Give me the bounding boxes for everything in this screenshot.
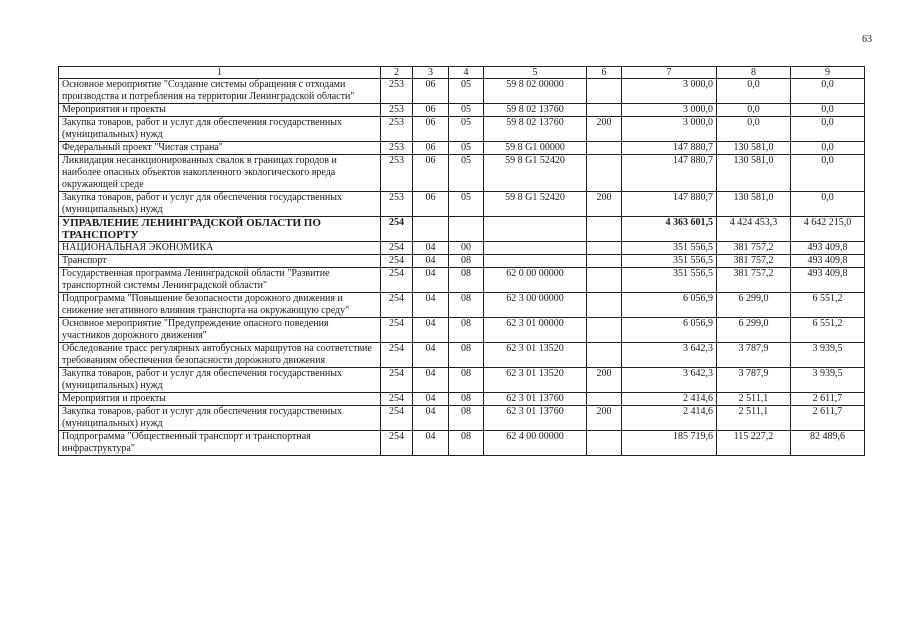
ministry-code: 254: [381, 393, 413, 406]
table-row: [59, 293, 865, 318]
target-article-code: 59 8 02 13760: [484, 104, 587, 117]
expense-type-code: [587, 104, 622, 117]
amount-year-2: 3 787,9: [717, 343, 791, 368]
subsection-code: 05: [449, 117, 484, 142]
row-name: Закупка товаров, работ и услуг для обеспечения государственных (муниципальных) нужд: [59, 192, 381, 217]
section-code: 04: [413, 368, 449, 393]
amount-year-1: 2 414,6: [622, 406, 717, 431]
ministry-code: 254: [381, 343, 413, 368]
amount-year-1: 147 880,7: [622, 142, 717, 155]
column-number: 2: [381, 67, 413, 79]
amount-year-3: 82 489,6: [791, 431, 865, 456]
section-code: 06: [413, 192, 449, 217]
row-name: Подпрограмма "Повышение безопасности дорожного движения и снижение негативного влияния транспорта на окружающую среду": [59, 293, 381, 318]
row-name: Федеральный проект "Чистая страна": [59, 142, 381, 155]
expense-type-code: [587, 431, 622, 456]
section-code: 06: [413, 104, 449, 117]
subsection-code: 05: [449, 155, 484, 192]
amount-year-1: 6 056,9: [622, 293, 717, 318]
target-article-code: 62 3 01 13520: [484, 343, 587, 368]
section-code: 04: [413, 406, 449, 431]
ministry-code: 254: [381, 406, 413, 431]
row-name: Основное мероприятие "Создание системы обращения с отходами производства и потребления на территории Ленинградской области": [59, 79, 381, 104]
amount-year-1: 351 556,5: [622, 242, 717, 255]
column-number: 9: [791, 67, 865, 79]
row-name: Ликвидация несанкционированных свалок в границах городов и наиболее опасных объектов накопленного экологического вреда окружающей среде: [59, 155, 381, 192]
amount-year-2: 4 424 453,3: [717, 217, 791, 242]
amount-year-1: 2 414,6: [622, 393, 717, 406]
column-number: 7: [622, 67, 717, 79]
subsection-code: 08: [449, 343, 484, 368]
subsection-code: 05: [449, 142, 484, 155]
amount-year-3: 3 939,5: [791, 368, 865, 393]
target-article-code: 59 8 G1 52420: [484, 155, 587, 192]
section-code: 04: [413, 293, 449, 318]
amount-year-2: 0,0: [717, 104, 791, 117]
target-article-code: [484, 255, 587, 268]
target-article-code: 62 3 01 00000: [484, 318, 587, 343]
expense-type-code: 200: [587, 117, 622, 142]
table-row: [59, 406, 865, 431]
amount-year-3: 493 409,8: [791, 268, 865, 293]
amount-year-2: 6 299,0: [717, 293, 791, 318]
subsection-code: 05: [449, 192, 484, 217]
amount-year-2: 381 757,2: [717, 242, 791, 255]
expense-type-code: [587, 318, 622, 343]
row-name: Основное мероприятие "Предупреждение опасного поведения участников дорожного движения": [59, 318, 381, 343]
target-article-code: 62 4 00 00000: [484, 431, 587, 456]
table-row: [59, 242, 865, 255]
ministry-code: 254: [381, 431, 413, 456]
amount-year-1: 3 642,3: [622, 343, 717, 368]
amount-year-2: 2 511,1: [717, 406, 791, 431]
amount-year-1: 351 556,5: [622, 268, 717, 293]
amount-year-2: 115 227,2: [717, 431, 791, 456]
section-code: [413, 217, 449, 242]
expense-type-code: [587, 142, 622, 155]
table-row: [59, 217, 865, 242]
amount-year-2: 130 581,0: [717, 155, 791, 192]
subsection-code: [449, 217, 484, 242]
ministry-code: 253: [381, 79, 413, 104]
section-code: 04: [413, 255, 449, 268]
ministry-code: 254: [381, 268, 413, 293]
amount-year-1: 4 363 601,5: [622, 217, 717, 242]
table-row: [59, 343, 865, 368]
amount-year-2: 6 299,0: [717, 318, 791, 343]
amount-year-3: 0,0: [791, 104, 865, 117]
table-row: [59, 368, 865, 393]
row-name: Мероприятия и проекты: [59, 104, 381, 117]
target-article-code: 59 8 G1 52420: [484, 192, 587, 217]
target-article-code: 62 3 01 13760: [484, 406, 587, 431]
section-code: 06: [413, 142, 449, 155]
subsection-code: 08: [449, 368, 484, 393]
amount-year-3: 6 551,2: [791, 318, 865, 343]
section-code: 04: [413, 393, 449, 406]
amount-year-1: 351 556,5: [622, 255, 717, 268]
expense-type-code: [587, 393, 622, 406]
subsection-code: 05: [449, 104, 484, 117]
subsection-code: 00: [449, 242, 484, 255]
amount-year-2: 130 581,0: [717, 192, 791, 217]
amount-year-3: 0,0: [791, 79, 865, 104]
table-body: [59, 79, 865, 456]
section-code: 04: [413, 431, 449, 456]
ministry-code: 253: [381, 192, 413, 217]
row-name: Государственная программа Ленинградской области "Развитие транспортной системы Ленинградской области": [59, 268, 381, 293]
amount-year-2: 381 757,2: [717, 255, 791, 268]
table-row: [59, 117, 865, 142]
target-article-code: 59 8 02 13760: [484, 117, 587, 142]
amount-year-1: 147 880,7: [622, 155, 717, 192]
column-number: 8: [717, 67, 791, 79]
table-row: [59, 142, 865, 155]
target-article-code: 59 8 G1 00000: [484, 142, 587, 155]
row-name: УПРАВЛЕНИЕ ЛЕНИНГРАДСКОЙ ОБЛАСТИ ПО ТРАНСПОРТУ: [59, 217, 381, 242]
row-name: Подпрограмма "Общественный транспорт и транспортная инфраструктура": [59, 431, 381, 456]
target-article-code: 62 3 00 00000: [484, 293, 587, 318]
amount-year-2: 0,0: [717, 117, 791, 142]
target-article-code: 62 0 00 00000: [484, 268, 587, 293]
row-name: Закупка товаров, работ и услуг для обеспечения государственных (муниципальных) нужд: [59, 368, 381, 393]
row-name: Закупка товаров, работ и услуг для обеспечения государственных (муниципальных) нужд: [59, 406, 381, 431]
budget-table: [58, 66, 865, 456]
table-row: [59, 268, 865, 293]
ministry-code: 253: [381, 117, 413, 142]
ministry-code: 253: [381, 155, 413, 192]
row-name: Обследование трасс регулярных автобусных маршрутов на соответствие требованиям обеспечения безопасности дорожного движения: [59, 343, 381, 368]
expense-type-code: 200: [587, 368, 622, 393]
table-row: [59, 192, 865, 217]
amount-year-1: 3 000,0: [622, 117, 717, 142]
expense-type-code: [587, 242, 622, 255]
expense-type-code: [587, 79, 622, 104]
page-number: 63: [862, 34, 872, 45]
ministry-code: 253: [381, 104, 413, 117]
subsection-code: 08: [449, 393, 484, 406]
section-code: 04: [413, 268, 449, 293]
section-code: 04: [413, 343, 449, 368]
subsection-code: 08: [449, 431, 484, 456]
column-number: 6: [587, 67, 622, 79]
ministry-code: 254: [381, 293, 413, 318]
expense-type-code: [587, 255, 622, 268]
section-code: 04: [413, 242, 449, 255]
ministry-code: 254: [381, 242, 413, 255]
row-name: Закупка товаров, работ и услуг для обеспечения государственных (муниципальных) нужд: [59, 117, 381, 142]
table-row: [59, 318, 865, 343]
amount-year-3: 2 611,7: [791, 406, 865, 431]
column-number-row: [59, 67, 865, 79]
section-code: 06: [413, 155, 449, 192]
amount-year-2: 130 581,0: [717, 142, 791, 155]
subsection-code: 08: [449, 268, 484, 293]
expense-type-code: [587, 343, 622, 368]
expense-type-code: 200: [587, 192, 622, 217]
subsection-code: 08: [449, 255, 484, 268]
target-article-code: 62 3 01 13520: [484, 368, 587, 393]
amount-year-1: 3 000,0: [622, 104, 717, 117]
column-number: 1: [59, 67, 381, 79]
expense-type-code: [587, 268, 622, 293]
subsection-code: 08: [449, 293, 484, 318]
subsection-code: 05: [449, 79, 484, 104]
table-row: [59, 155, 865, 192]
target-article-code: 62 3 01 13760: [484, 393, 587, 406]
amount-year-3: 0,0: [791, 117, 865, 142]
row-name: НАЦИОНАЛЬНАЯ ЭКОНОМИКА: [59, 242, 381, 255]
target-article-code: 59 8 02 00000: [484, 79, 587, 104]
table-header: [59, 67, 865, 79]
table-row: [59, 79, 865, 104]
section-code: 04: [413, 318, 449, 343]
expense-type-code: [587, 217, 622, 242]
ministry-code: 254: [381, 217, 413, 242]
amount-year-3: 2 611,7: [791, 393, 865, 406]
expense-type-code: [587, 293, 622, 318]
amount-year-1: 3 000,0: [622, 79, 717, 104]
amount-year-3: 493 409,8: [791, 242, 865, 255]
table-row: [59, 431, 865, 456]
amount-year-3: 0,0: [791, 142, 865, 155]
amount-year-3: 6 551,2: [791, 293, 865, 318]
row-name: Мероприятия и проекты: [59, 393, 381, 406]
target-article-code: [484, 217, 587, 242]
amount-year-1: 6 056,9: [622, 318, 717, 343]
ministry-code: 253: [381, 142, 413, 155]
ministry-code: 254: [381, 368, 413, 393]
section-code: 06: [413, 79, 449, 104]
amount-year-3: 3 939,5: [791, 343, 865, 368]
table-row: [59, 393, 865, 406]
column-number: 4: [449, 67, 484, 79]
amount-year-1: 3 642,3: [622, 368, 717, 393]
ministry-code: 254: [381, 318, 413, 343]
amount-year-3: 493 409,8: [791, 255, 865, 268]
amount-year-2: 2 511,1: [717, 393, 791, 406]
amount-year-2: 381 757,2: [717, 268, 791, 293]
table-row: [59, 104, 865, 117]
column-number: 3: [413, 67, 449, 79]
amount-year-2: 0,0: [717, 79, 791, 104]
expense-type-code: 200: [587, 406, 622, 431]
amount-year-3: 0,0: [791, 192, 865, 217]
column-number: 5: [484, 67, 587, 79]
amount-year-1: 147 880,7: [622, 192, 717, 217]
amount-year-3: 4 642 215,0: [791, 217, 865, 242]
amount-year-1: 185 719,6: [622, 431, 717, 456]
row-name: Транспорт: [59, 255, 381, 268]
table-row: [59, 255, 865, 268]
section-code: 06: [413, 117, 449, 142]
subsection-code: 08: [449, 318, 484, 343]
ministry-code: 254: [381, 255, 413, 268]
amount-year-2: 3 787,9: [717, 368, 791, 393]
expense-type-code: [587, 155, 622, 192]
target-article-code: [484, 242, 587, 255]
amount-year-3: 0,0: [791, 155, 865, 192]
subsection-code: 08: [449, 406, 484, 431]
